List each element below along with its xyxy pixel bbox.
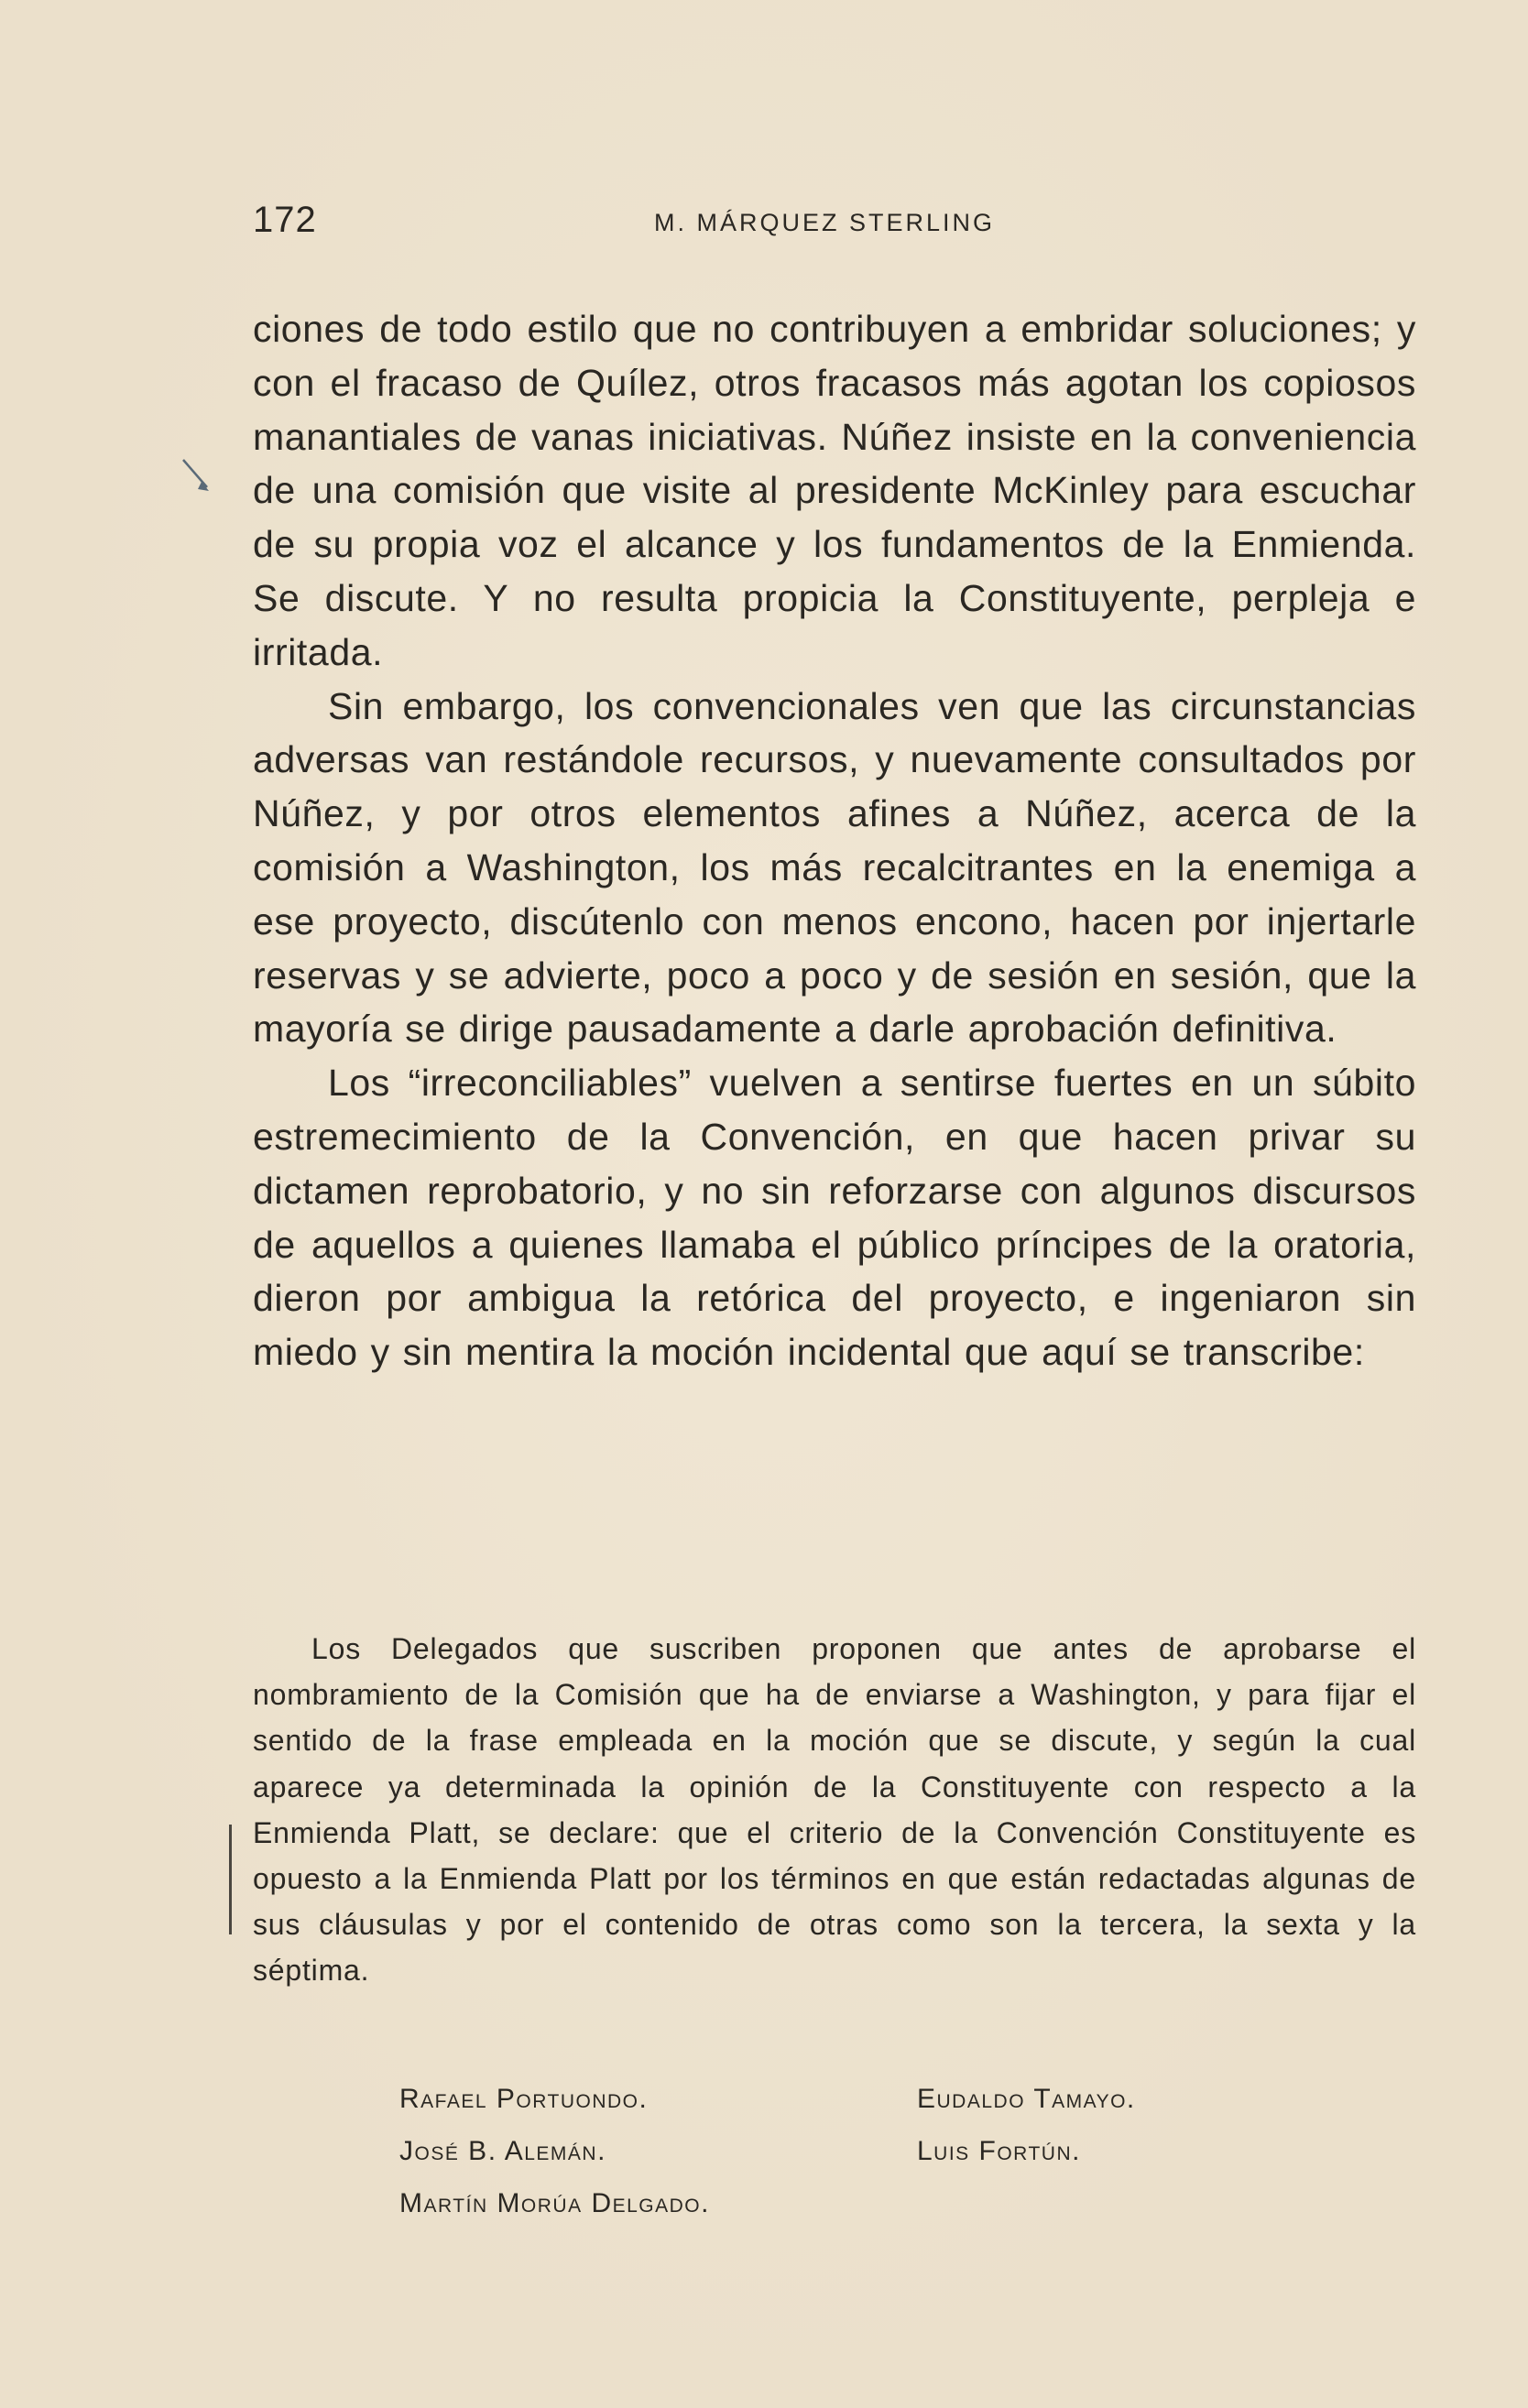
signatory-fortun: Luis Fortún. [917,2136,1081,2166]
paragraph-2: Sin embargo, los convencionales ven que las circunstancias adversas van restándole recursos, y nuevamente consultados por Núñez, y por otros elementos afines a Núñez, acerca de la comisión a Washington, los más recalcitrantes en la enemiga a ese proyecto, discútenlo con menos encono, hacen por injertarle reservas y se advierte, poco a poco y de sesión en sesión, que la mayoría se dirige pausadamente a darle aprobación definitiva. [253,684,1416,1051]
margin-annotation-bar [229,1825,232,1934]
signatories [399,2081,1315,2246]
quoted-motion [253,1626,1416,1994]
body-text [253,302,1416,1379]
paragraph-1: ciones de todo estilo que no contribuyen a embridar soluciones; y con el fracaso de Quílez, otros fracasos más agotan los copiosos manantiales de vanas iniciativas. Núñez insiste en la conveniencia de una comisión que visite al presidente McKinley para escuchar de su propia voz el alcance y los fundamentos de la Enmienda. Se discute. Y no resulta propicia la Constituyente, perpleja e irritada. [253,308,1416,673]
margin-annotation-mark [180,456,216,496]
page-header [253,200,1416,255]
signatory-morua-delgado: Martín Morúa Delgado. [399,2188,710,2218]
signatory-portuondo: Rafael Portuondo. [399,2084,649,2114]
signatory-aleman: José B. Alemán. [399,2136,606,2166]
running-head: M. MÁRQUEZ STERLING [654,209,996,236]
signatory-tamayo: Eudaldo Tamayo. [917,2084,1136,2114]
motion-text: Los Delegados que suscriben proponen que antes de aprobarse el nombramiento de la Comisión que ha de enviarse a Washington, y para fijar el sentido de la frase empleada en la moción que se discute, y según la cual aparece ya determinada la opinión de la Constituyente con respecto a la Enmienda Platt, se declare: que el criterio de la Convención Constituyente es opuesto a la Enmienda Platt por los términos en que están redactadas algunas de sus cláusulas y por el contenido de otras como son la tercera, la sexta y la séptima. [253,1632,1416,1988]
paragraph-3: Los “irreconciliables” vuelven a sentirse fuertes en un súbito estremecimiento de la Convención, en que hacen privar su dictamen reprobatorio, y no sin reforzarse con algunos discursos de aquellos a quienes llamaba el público príncipes de la oratoria, dieron por ambigua la retórica del proyecto, e ingeniaron sin miedo y sin mentira la moción incidental que aquí se transcribe: [253,1062,1416,1374]
page-number: 172 [253,200,317,240]
